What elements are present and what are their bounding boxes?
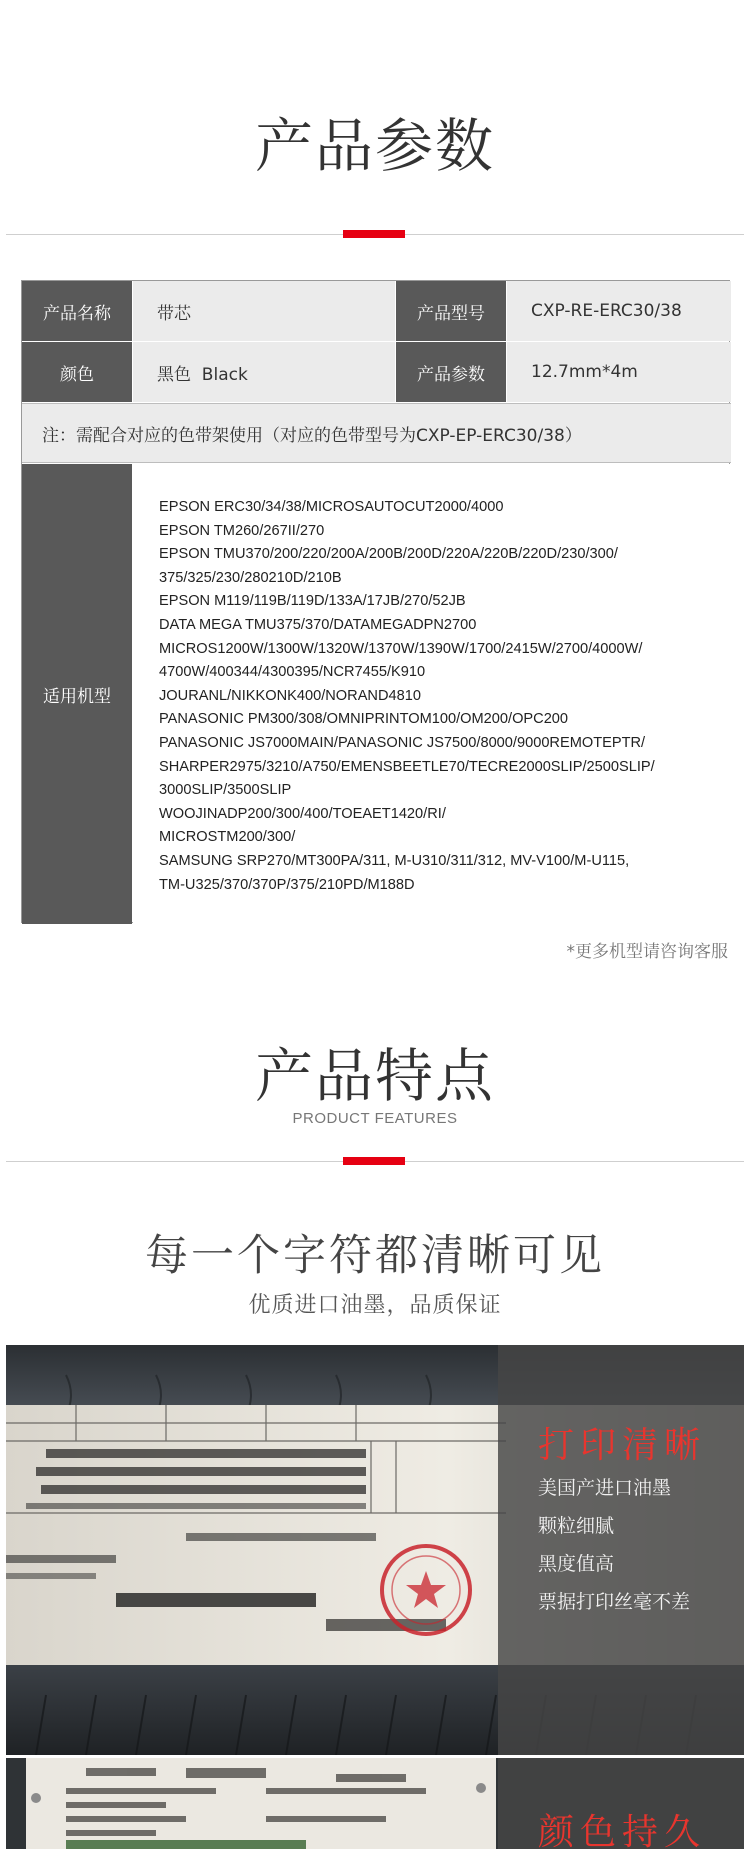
models-label: 适用机型 — [22, 464, 132, 924]
model-line: EPSON TMU370/200/220/200A/200B/200D/220A/220B/220D/230/300/ — [159, 546, 618, 563]
model-line: WOOJINADP200/300/400/TOEAET1420/RI/ — [159, 805, 446, 822]
model-line: DATA MEGA TMU375/370/DATAMEGADPN2700 — [159, 616, 477, 633]
color-label: 颜色 — [22, 342, 132, 402]
name-value: 带芯 — [133, 281, 395, 341]
consult-note: *更多机型请咨询客服 — [566, 942, 728, 962]
print-clarity-title: 打印清晰 — [538, 1425, 707, 1466]
models-list — [133, 464, 731, 924]
print-clarity-overlay — [498, 1345, 744, 1755]
model-line: 3000SLIP/3500SLIP — [159, 782, 292, 799]
model-line: MICROS1200W/1300W/1320W/1370W/1390W/1700/2415W/2700/4000W/ — [159, 640, 643, 657]
feature-item: 票据打印丝毫不差 — [538, 1591, 691, 1613]
feature-slogan: 每一个字符都清晰可见 — [145, 1231, 605, 1281]
feature-item: 颗粒细腻 — [538, 1515, 615, 1537]
model-line: SHARPER2975/3210/A750/EMENSBEETLE70/TECRE2000SLIP/2500SLIP/ — [159, 758, 655, 775]
model-line: 4700W/400344/4300395/NCR7455/K910 — [159, 664, 426, 681]
model-line: PANASONIC PM300/308/OMNIPRINTOM100/OM200/OPC200 — [159, 711, 569, 728]
model-line: JOURANL/NIKKONK400/NORAND4810 — [159, 687, 421, 704]
spec-label: 产品参数 — [396, 342, 506, 402]
features-red-accent — [343, 1157, 405, 1165]
feature-item: 美国产进口油墨 — [538, 1477, 672, 1499]
color-value: 黑色 Black — [133, 342, 395, 402]
model-line: EPSON ERC30/34/38/MICROSAUTOCUT2000/4000 — [159, 499, 504, 515]
color-durability-photo — [6, 1758, 744, 1849]
model-line: PANASONIC JS7000MAIN/PANASONIC JS7500/8000/9000REMOTEPTR/ — [159, 734, 646, 751]
feature-item: 黑度值高 — [538, 1553, 615, 1575]
model-line: MICROSTM200/300/ — [159, 829, 296, 846]
spec-value: 12.7mm*4m — [507, 342, 731, 402]
model-line: 375/325/230/280210D/210B — [159, 569, 342, 586]
name-label: 产品名称 — [22, 281, 132, 341]
features-section-title: 产品特点 — [254, 1042, 495, 1110]
model-line: EPSON TM260/267II/270 — [159, 522, 325, 539]
print-clarity-photo — [6, 1345, 744, 1755]
params-section-title: 产品参数 — [254, 112, 495, 180]
model-line: SAMSUNG SRP270/MT300PA/311, M-U310/311/312, MV-V100/M-U115, — [159, 852, 630, 869]
params-table — [21, 280, 730, 923]
color-durability-overlay — [498, 1758, 744, 1849]
model-label: 产品型号 — [396, 281, 506, 341]
feature-slogan-sub: 优质进口油墨，品质保证 — [248, 1293, 502, 1318]
params-red-accent — [343, 230, 405, 238]
features-section-subtitle: PRODUCT FEATURES — [292, 1110, 458, 1127]
model-line: TM-U325/370/370P/375/210PD/M188D — [159, 876, 415, 893]
color-durability-title: 颜色持久 — [538, 1812, 707, 1849]
print-clarity-list — [538, 1469, 690, 1621]
model-line: EPSON M119/119B/119D/133A/17JB/270/52JB — [159, 593, 466, 610]
compatibility-note: 注：需配合对应的色带架使用（对应的色带型号为CXP-EP-ERC30/38） — [22, 403, 731, 463]
model-value: CXP-RE-ERC30/38 — [507, 281, 731, 341]
